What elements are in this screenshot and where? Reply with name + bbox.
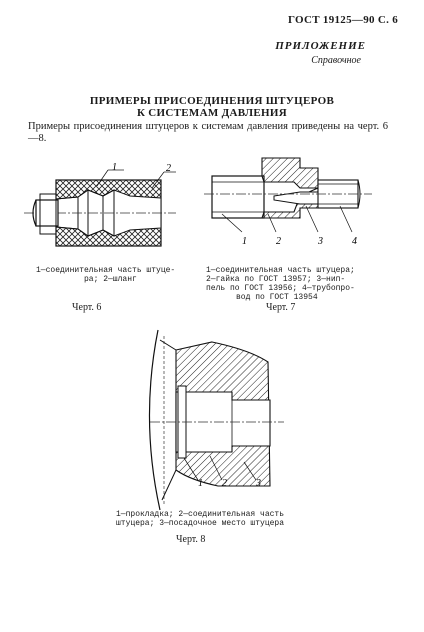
figure-6-title: Черт. 6 — [72, 302, 102, 313]
figure-8-drawing — [149, 330, 284, 510]
figure-7-label-1: 1 — [242, 236, 247, 247]
section-title-line2: К СИСТЕМАМ ДАВЛЕНИЯ — [136, 107, 288, 119]
figure-8-label-1: 1 — [198, 478, 203, 489]
figure-6-label-1: 1 — [112, 162, 117, 173]
document-header: ГОСТ 19125—90 С. 6 — [287, 14, 398, 26]
figure-6-caption — [36, 266, 186, 284]
figure-7-caption-line2: 2—гайка по ГОСТ 13957; 3—нип- — [206, 275, 346, 284]
figure-8-caption — [116, 510, 296, 528]
figure-8-title: Черт. 8 — [176, 534, 206, 545]
section-title-line1: ПРИМЕРЫ ПРИСОЕДИНЕНИЯ ШТУЦЕРОВ — [89, 95, 335, 107]
figure-6-caption-line1: 1—соединительная часть штуце- — [36, 266, 176, 275]
figure-6-label-2: 2 — [166, 163, 171, 174]
figure-7-title: Черт. 7 — [266, 302, 296, 313]
figure-7-caption-line4: вод по ГОСТ 13954 — [236, 293, 318, 302]
figure-8-label-3: 3 — [256, 478, 261, 489]
figure-8-caption-line1: 1—прокладка; 2—соединительная часть — [116, 510, 285, 519]
appendix-type: Справочное — [311, 55, 361, 66]
figure-7-label-2: 2 — [276, 236, 281, 247]
appendix-title: ПРИЛОЖЕНИЕ — [275, 40, 366, 52]
figure-7-drawing — [204, 158, 372, 232]
figure-7-caption-line3: пель по ГОСТ 13956; 4—трубопро- — [206, 284, 355, 293]
figure-7-caption-line1: 1—соединительная часть штуцера; — [206, 266, 355, 275]
figure-7-label-3: 3 — [318, 236, 323, 247]
figure-7-label-4: 4 — [352, 236, 357, 247]
figure-7-caption — [206, 266, 366, 302]
figure-6-caption-line2: ра; 2—шланг — [84, 275, 137, 284]
figure-8-caption-line2: штуцера; 3—посадочное место штуцера — [116, 519, 285, 528]
figure-8-label-2: 2 — [222, 478, 227, 489]
figure-6-drawing — [24, 170, 176, 246]
intro-text: Примеры присоединения штуцеров к системам давления приведены на черт. 6—8. — [28, 121, 388, 144]
